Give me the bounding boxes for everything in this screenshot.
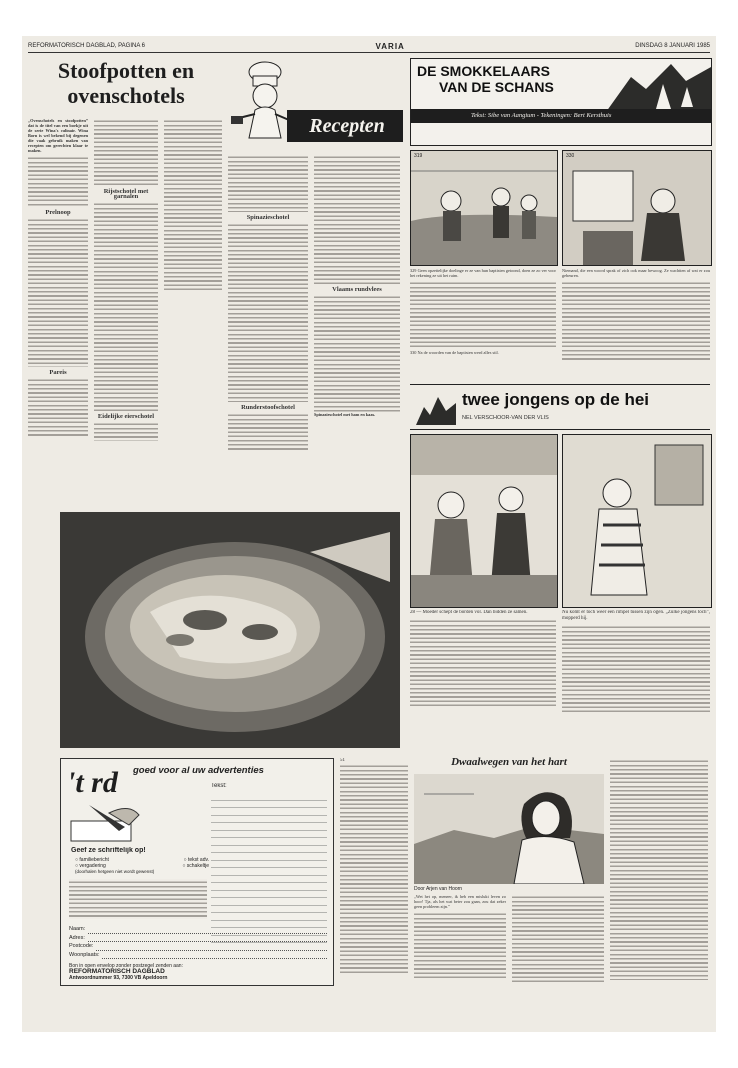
comic1-caption-left xyxy=(410,268,556,376)
subhead-eierschotel: Eidelijke eierschotel xyxy=(97,413,155,420)
story-title: Dwaalwegen van het hart xyxy=(451,756,567,768)
name-input[interactable] xyxy=(88,925,327,934)
field-postcode-label: Postcode: xyxy=(69,943,94,949)
ad-coupon xyxy=(60,758,334,986)
tekst-input-area[interactable] xyxy=(211,793,327,943)
recipes-title-line1: Stoofpotten en xyxy=(57,58,195,83)
comic1-caption-right-text: Niemand, die een woord sprak of zich ook maar bewoog. Ze wachtten af wat er zou gebeuren. xyxy=(562,268,710,278)
comic2-caption-left-text: 28 — Moeder schept de borden vol. Dan bidden ze samen. xyxy=(410,610,528,615)
story-column-3 xyxy=(512,894,604,986)
subhead-spinazieschotel: Spinazieschotel xyxy=(246,214,290,221)
recipe-column-4 xyxy=(228,154,308,504)
footer-line1: Bon in open envelop zonder postzegel zenden aan: xyxy=(69,963,183,969)
comic1-drawing-left-icon xyxy=(411,151,557,265)
food-photo xyxy=(60,512,400,748)
option-schakeltje-label: schakeltje xyxy=(186,863,209,869)
ad-options xyxy=(75,857,209,875)
heather-landscape-icon xyxy=(416,389,456,425)
comic2-caption-left xyxy=(410,610,556,728)
comic1-left-number: 319 xyxy=(414,153,423,159)
comic1-credits: Tekst: Sibe van Aangium - Tekeningen: Bert Kersthuis xyxy=(471,112,612,119)
dish-photo-icon xyxy=(60,512,400,748)
comic2-drawing-right-icon xyxy=(563,435,711,607)
ad-slogan: goed voor al uw advertenties xyxy=(133,765,264,776)
comic2-panel-left xyxy=(410,434,558,608)
header-section: VARIA xyxy=(375,41,405,51)
footer-line2: REFORMATORISCH DAGBLAD xyxy=(69,968,165,975)
comic2-title-box xyxy=(410,384,710,430)
header-left: REFORMATORISCH DAGBLAD, PAGINA 6 xyxy=(28,43,146,49)
option-familiebericht-label: familiebericht xyxy=(79,857,109,863)
comic1-panel-right xyxy=(562,150,712,266)
comic1-caption-left-text: 329 Geen opzettelijke doelinge er ze van hun baptisten getoond, doen ze zo ver voor het rekening ze uit het ruim. xyxy=(410,268,556,278)
tekst-label: Tekst: xyxy=(211,783,227,789)
recipes-title-line2: ovenschotels xyxy=(67,83,185,108)
page-header xyxy=(28,40,710,53)
option-vergadering[interactable]: ○ vergadering xyxy=(75,863,106,869)
recipe-column-1 xyxy=(28,118,88,506)
subhead-pareis: Pareis xyxy=(49,369,67,376)
comic1-panel-left xyxy=(410,150,558,266)
ad-footer xyxy=(69,963,327,981)
writing-hand-icon xyxy=(69,801,145,843)
recipes-title xyxy=(26,58,226,113)
comic1-title xyxy=(417,63,617,95)
option-familiebericht[interactable]: ○ familiebericht xyxy=(75,857,109,863)
address-input[interactable] xyxy=(88,934,327,943)
city-input[interactable] xyxy=(102,951,327,960)
comic2-panel-right xyxy=(562,434,712,608)
recipes-banner xyxy=(225,58,403,150)
story-credit: Door Arjen van Hoorn xyxy=(414,886,463,892)
gift-text: Geef ze schriftelijk op! xyxy=(71,847,146,854)
postcode-input[interactable] xyxy=(96,942,327,951)
subhead-rijstschotel: Rijstschotel met garnalen xyxy=(103,188,149,200)
comic2-subtitle: NEL VERSCHOOR-VAN DER VLIS xyxy=(462,415,549,421)
story-column-number: 51 xyxy=(340,758,345,763)
story-column-4 xyxy=(610,758,708,984)
recipe-column-2 xyxy=(94,118,158,506)
comic1-title-line1: DE SMOKKELAARS xyxy=(417,63,551,79)
ad-terms-text xyxy=(69,879,207,919)
photo-caption: Spinazieschotel met ham en kaas. xyxy=(314,412,376,417)
option-tekst-adv[interactable]: ○ tekst adv. xyxy=(183,857,209,863)
comic1-title-line2: VAN DE SCHANS xyxy=(439,79,554,95)
comic2-title: twee jongens op de hei xyxy=(462,390,650,409)
story-illustration xyxy=(414,774,604,884)
rd-logo: 't rd xyxy=(67,766,118,799)
order-note: (doorhalen hetgeen niet wordt gewenst) xyxy=(75,869,155,874)
recipe-column-3 xyxy=(164,118,222,506)
header-date: DINSDAG 8 JANUARI 1985 xyxy=(635,43,710,49)
ad-form-fields xyxy=(69,925,327,959)
comic2-drawing-left-icon xyxy=(411,435,557,607)
recepten-label: Recepten xyxy=(309,115,385,137)
option-vergadering-label: vergadering xyxy=(79,863,106,869)
recipes-intro: „Ovenschotels en stoofpotten” dat is de titel van een boekje uit de serie Wina's culinair. Wina Born is wel bekend bij degenen die vaak gebruik maken van recepten om gerechten klaar te maken. xyxy=(28,118,88,153)
comic1-caption-right xyxy=(562,268,710,376)
comic2-caption-right xyxy=(562,610,710,728)
field-city-label: Woonplaats: xyxy=(69,951,100,958)
option-tekst-adv-label: tekst adv. xyxy=(187,857,209,863)
comic2-caption-right-text: Nu komt er toch weer een rimpel tussen zijn ogen. „Zulke jongens toch”, mopperd hij. xyxy=(562,610,710,621)
option-schakeltje[interactable]: ○ schakeltje xyxy=(182,863,209,869)
subhead-runderstoofschotel: Runderstoofschotel xyxy=(241,404,295,411)
story-dialog: „Wet het op, meneer, ik heb een mislukt leven zo hoor! Tja, als het wat beter zou gaan, zou dat zeker geen probleem zijn.” xyxy=(414,894,506,909)
story-column-1 xyxy=(340,758,408,984)
field-address-label: Adres: xyxy=(69,934,85,941)
recipe-column-5 xyxy=(314,154,400,504)
field-name-label: Naam: xyxy=(69,926,86,932)
woman-portrait-icon xyxy=(414,774,604,884)
comic1-caption-bottom-text: 330 Na de woorden van de baptisten werd alles stil. xyxy=(410,350,499,355)
subhead-prelnoop: Prelnoop xyxy=(45,209,71,216)
subhead-vlaams-rundvlees: Vlaams rundvlees xyxy=(332,286,382,293)
newspaper-page xyxy=(22,36,716,1032)
comic1-right-number: 330 xyxy=(566,153,575,159)
comic1-title-box xyxy=(410,58,712,146)
story-column-2 xyxy=(414,894,506,986)
comic1-drawing-right-icon xyxy=(563,151,711,265)
footer-line3: Antwoordnummer 93, 7300 VB Apeldoorn xyxy=(69,975,168,981)
